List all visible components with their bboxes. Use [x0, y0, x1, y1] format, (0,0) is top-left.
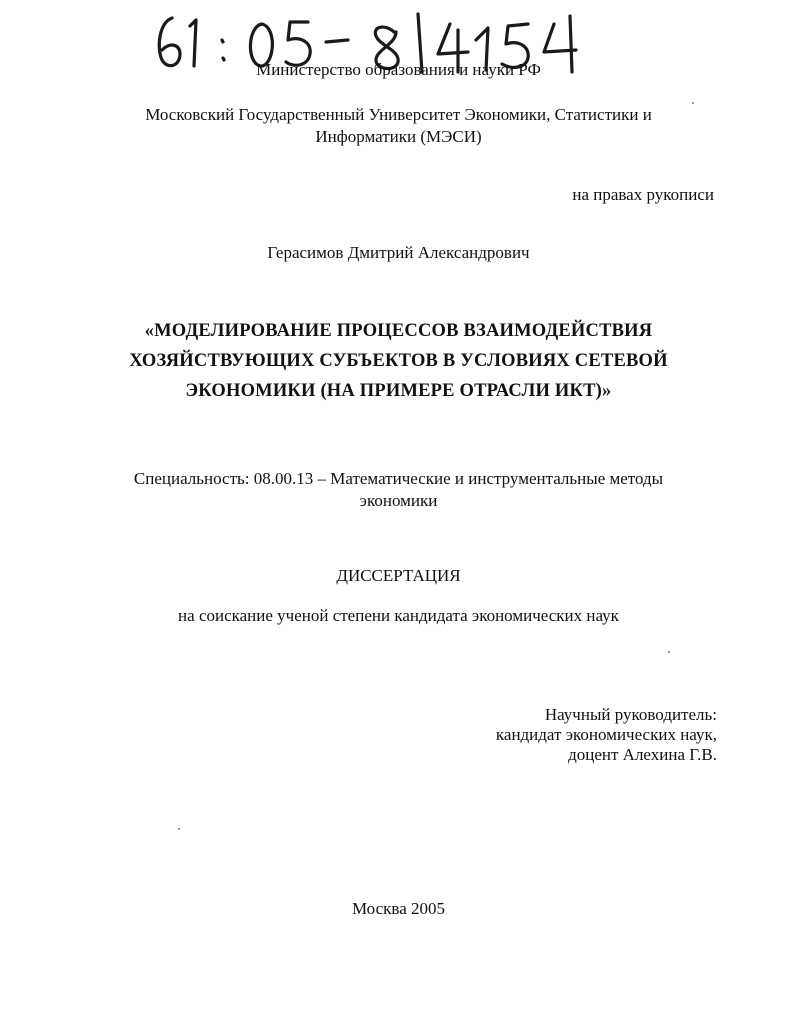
specialty-line-2: экономики: [359, 491, 438, 510]
specialty-line-1: Специальность: 08.00.13 – Математические и инструментальные методы: [133, 469, 664, 488]
supervisor-degree: кандидат экономических наук,: [495, 725, 717, 744]
author-name: Герасимов Дмитрий Александрович: [267, 243, 530, 262]
dissertation-title-line-3: ЭКОНОМИКИ (НА ПРИМЕРЕ ОТРАСЛИ ИКТ)»: [185, 381, 612, 401]
university-line-2: Информатики (МЭСИ): [315, 127, 482, 146]
document-type: ДИССЕРТАЦИЯ: [336, 566, 461, 585]
manuscript-note: на правах рукописи: [572, 185, 714, 204]
degree-line: на соискание ученой степени кандидата экономических наук: [178, 606, 619, 625]
ministry-line: Министерство образования и науки РФ: [256, 60, 541, 79]
scan-speck: [692, 102, 694, 104]
university-line-1: Московский Государственный Университет Экономики, Статистики и: [145, 105, 652, 124]
city-year: Москва 2005: [351, 899, 446, 918]
scan-speck: [668, 651, 670, 653]
dissertation-title-line-2: ХОЗЯЙСТВУЮЩИХ СУБЪЕКТОВ В УСЛОВИЯХ СЕТЕВОЙ: [129, 351, 668, 371]
supervisor-name: доцент Алехина Г.В.: [568, 745, 717, 764]
dissertation-title-line-1: «МОДЕЛИРОВАНИЕ ПРОЦЕССОВ ВЗАИМОДЕЙСТВИЯ: [144, 321, 653, 341]
supervisor-label: Научный руководитель:: [544, 705, 717, 724]
scan-speck: [178, 828, 180, 830]
